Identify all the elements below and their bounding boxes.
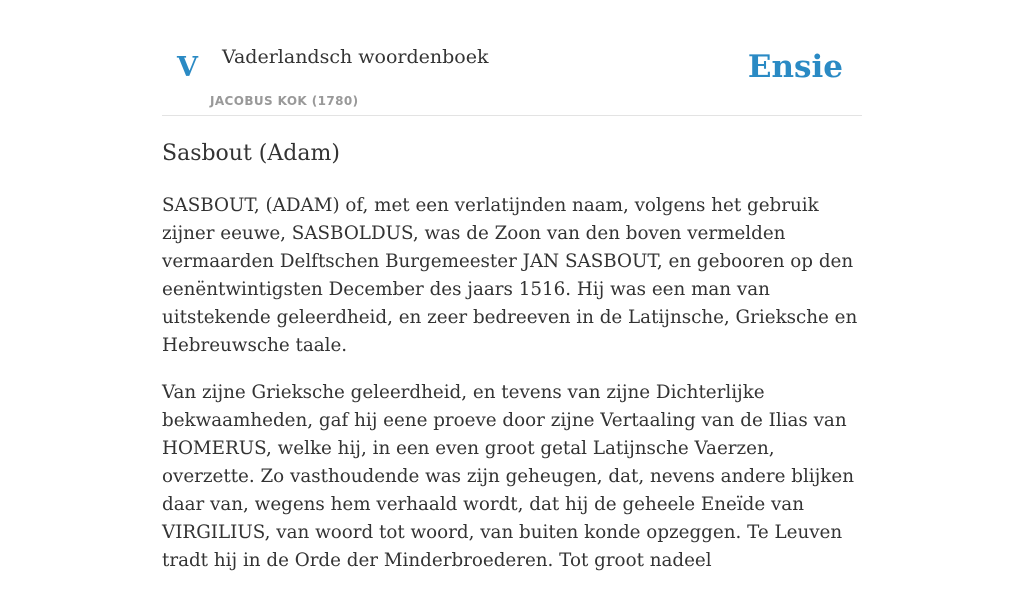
entry-body: [162, 192, 867, 594]
header: [162, 0, 862, 116]
entry-paragraph: SASBOUT, (ADAM) of, met een verlatijnden naam, volgens het gebruik zijner eeuwe, SASBOLDUS, was de Zoon van den boven vermelden vermaarden Delftschen Burgemeester JAN SASBOUT, en gebooren op den eenëntwintigsten December des jaars 1516. Hij was een man van uitstekende geleerdheid, en zeer bedreeven in de Latijnsche, Grieksche en Hebreuwsche taale.: [162, 195, 858, 356]
entry-paragraph: Van zijne Grieksche geleerdheid, en tevens van zijne Dichterlijke bekwaamheden, gaf hij eene proeve door zijne Vertaaling van de Ilias van HOMERUS, welke hij, in een even groot getal Latijnsche Vaerzen, overzette. Zo vasthoudende was zijn geheugen, dat, nevens andere blijken daar van, wegens hem verhaald wordt, dat hij de geheele Eneïde van VIRGILIUS, van woord tot woord, van buiten konde opzeggen. Te Leuven tradt hij in de Orde der Minderbroederen. Tot groot nadeel: [162, 382, 854, 571]
letter-badge[interactable]: V: [177, 52, 198, 83]
brand-logo-link[interactable]: Ensie: [747, 49, 843, 85]
book-title-link[interactable]: Vaderlandsch woordenboek: [222, 46, 489, 68]
author-label: JACOBUS KOK (1780): [210, 94, 359, 108]
page: [162, 0, 862, 571]
entry-title: Sasbout (Adam): [162, 141, 340, 166]
